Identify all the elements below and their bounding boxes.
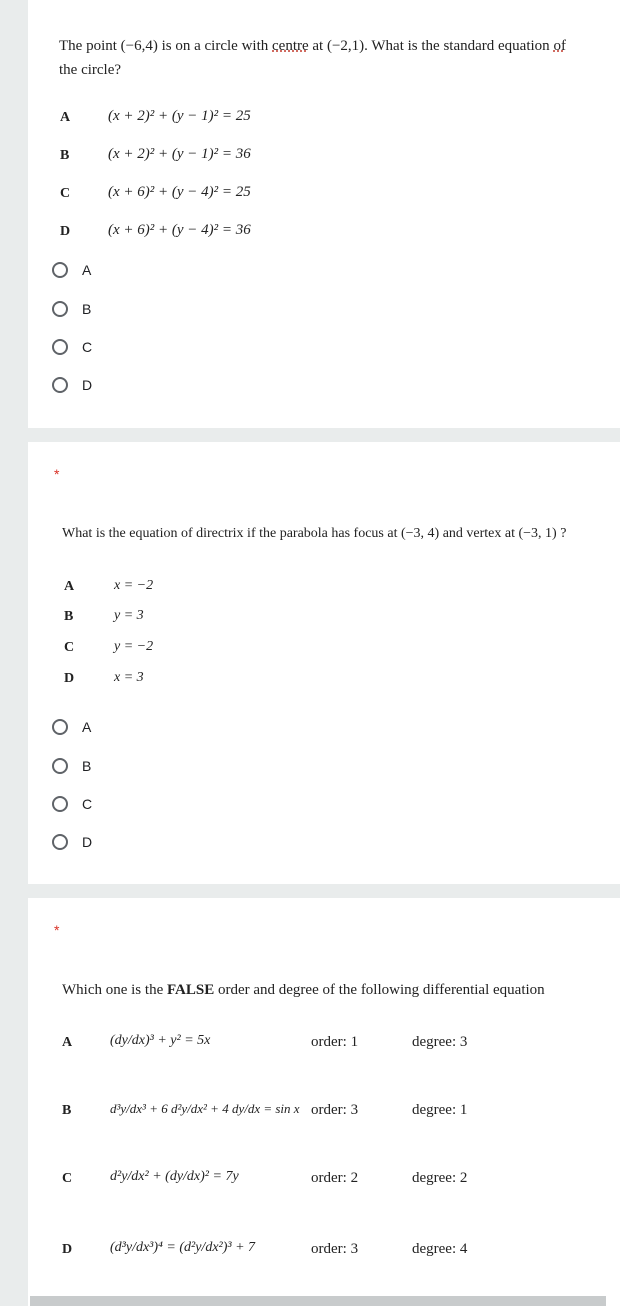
option-degree-c: degree: 2 [412,1170,468,1186]
option-expression-b: d³y/dx³ + 6 d²y/dx² + 4 dy/dx = sin x [110,1101,300,1116]
option-degree-a: degree: 3 [412,1034,468,1050]
radio-label-a[interactable]: A [82,262,92,278]
option-letter-d: D [62,1242,73,1257]
radio-label-c[interactable]: C [82,796,93,812]
option-order-c: order: 2 [311,1170,359,1186]
option-expression-c: y = −2 [114,639,154,654]
option-letter-b: B [64,609,74,624]
option-degree-d: degree: 4 [412,1241,468,1257]
question-3-text: Which one is the FALSE order and degree of the following differential equation [62,982,545,998]
required-asterisk: * [54,466,60,482]
option-expression-a: (dy/dx)³ + y² = 5x [110,1033,211,1048]
option-expression-c: d²y/dx² + (dy/dx)² = 7y [110,1169,239,1184]
radio-a[interactable] [52,719,68,735]
question-card-1 [28,0,620,428]
option-expression-b: y = 3 [114,608,144,623]
option-expression-b: (x + 2)² + (y − 1)² = 36 [108,146,251,162]
scroll-indicator-bar [30,1296,606,1306]
question-2-text: What is the equation of directrix if the parabola has focus at (−3, 4) and vertex at (−3, 1) ? [62,526,567,541]
question-card-3 [28,898,620,1306]
option-order-a: order: 1 [311,1034,359,1050]
radio-c[interactable] [52,796,68,812]
option-letter-a: A [60,110,71,125]
radio-b[interactable] [52,301,68,317]
radio-label-a[interactable]: A [82,719,92,735]
radio-c[interactable] [52,339,68,355]
option-letter-a: A [62,1035,73,1050]
option-letter-b: B [62,1103,72,1118]
question-card-2 [28,442,620,884]
radio-label-d[interactable]: D [82,377,93,393]
option-expression-a: (x + 2)² + (y − 1)² = 25 [108,108,251,124]
option-expression-d: (d³y/dx³)⁴ = (d²y/dx²)³ + 7 [110,1240,256,1255]
option-letter-c: C [62,1171,73,1186]
option-letter-a: A [64,579,75,594]
option-letter-d: D [64,671,75,686]
option-expression-a: x = −2 [114,578,154,593]
question-1-text: The point (−6,4) is on a circle with centre at (−2,1). What is the standard equation of the circle? [59,38,566,78]
radio-d[interactable] [52,377,68,393]
radio-a[interactable] [52,262,68,278]
option-order-b: order: 3 [311,1102,359,1118]
option-letter-c: C [64,640,75,655]
option-letter-b: B [60,148,70,163]
radio-label-b[interactable]: B [82,301,92,317]
option-expression-d: (x + 6)² + (y − 4)² = 36 [108,222,251,238]
option-degree-b: degree: 1 [412,1102,468,1118]
radio-b[interactable] [52,758,68,774]
option-order-d: order: 3 [311,1241,359,1257]
option-letter-d: D [60,224,71,239]
option-expression-d: x = 3 [114,670,144,685]
radio-label-b[interactable]: B [82,758,92,774]
radio-label-d[interactable]: D [82,834,93,850]
radio-d[interactable] [52,834,68,850]
option-letter-c: C [60,186,71,201]
option-expression-c: (x + 6)² + (y − 4)² = 25 [108,184,251,200]
required-asterisk: * [54,922,60,938]
radio-label-c[interactable]: C [82,339,93,355]
